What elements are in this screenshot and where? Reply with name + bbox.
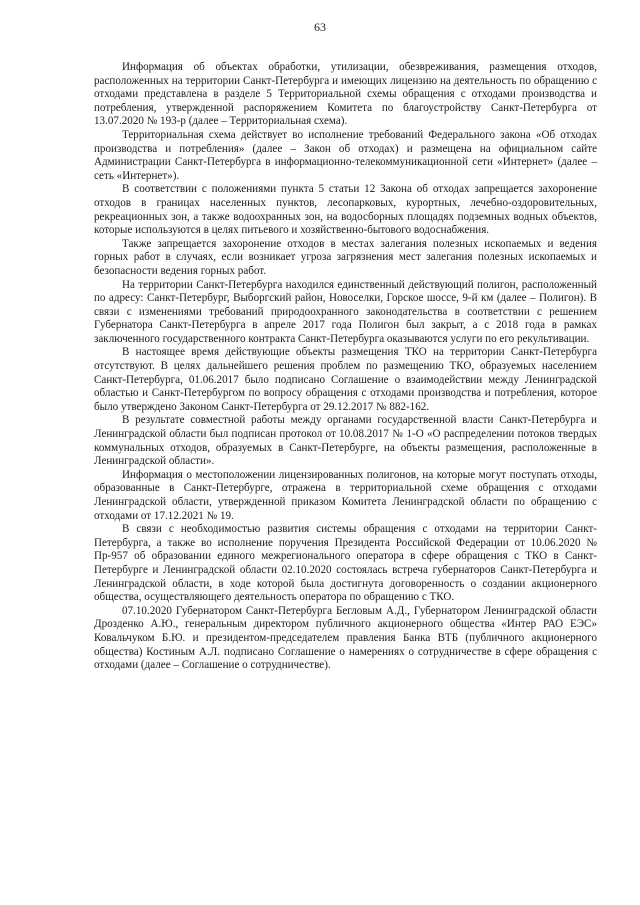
document-body [94, 61, 597, 673]
paragraph-9: В связи с необходимостью развития системы обращения с отходами на территории Санкт-Петербурга, а также во исполнение поручения Президента Российской Федерации от 10.06.2020 № Пр-957 об образовании единого межрегионального оператора в сфере обращения с ТКО в Санкт-Петербурге и Ленинградской области 02.10.2020 состоялась встреча губернаторов Санкт-Петербурга и Ленинградской области, в ходе которой была достигнута договоренность о создании акционерного общества, осуществляющего деятельность оператора по обращению с ТКО. [94, 523, 597, 604]
paragraph-8: Информация о местоположении лицензированных полигонов, на которые могут поступать отходы, образованные в Санкт-Петербурге, отражена в территориальной схеме обращения с отходами Ленинградской области, утвержденной приказом Комитета Ленинградской области по обращению с отходами от 17.12.2021 № 19. [94, 468, 597, 522]
paragraph-6: В настоящее время действующие объекты размещения ТКО на территории Санкт-Петербурга отсутствуют. В целях дальнейшего решения проблем по размещению ТКО, образуемых населением Санкт-Петербурга, 01.06.2017 было подписано Соглашение о взаимодействии между Ленинградской областью и Санкт-Петербургом по вопросу обращения с отходами производства и потребления, которое было утверждено Законом Санкт-Петербурга от 29.12.2017 № 882-162. [94, 346, 597, 413]
paragraph-4: Также запрещается захоронение отходов в местах залегания полезных ископаемых и ведения горных работ в случаях, если возникает угроза загрязнения мест залегания полезных ископаемых и безопасности ведения горных работ. [94, 237, 597, 277]
paragraph-10: 07.10.2020 Губернатором Санкт-Петербурга Бегловым А.Д., Губернатором Ленинградской области Дрозденко А.Ю., генеральным директором публичного акционерного общества «Интер РАО ЕЭС» Ковальчуком Б.Ю. и президентом-председателем правления Банка ВТБ (публичного акционерного общества) Костиным А.Л. подписано Соглашение о намерениях о сотрудничестве в сфере обращения с отходами (далее – Соглашение о сотрудничестве). [94, 604, 597, 672]
paragraph-5: На территории Санкт-Петербурга находился единственный действующий полигон, расположенный по адресу: Санкт-Петербург, Выборгский район, Новоселки, Горское шоссе, 9-й км (далее – Полигон). В связи с изменениями требований природоохранного законодательства в соответствии с решением Губернатора Санкт-Петербурга в апреле 2017 года Полигон был закрыт, а с 2018 года в рамках заключенного государственного контракта Санкт-Петербурга оказываются услуги по его рекультивации. [94, 278, 597, 345]
paragraph-7: В результате совместной работы между органами государственной власти Санкт-Петербурга и Ленинградской области был подписан протокол от 10.08.2017 № 1-О «О распределении потоков твердых коммунальных отходов, образуемых в Санкт-Петербурге, на объекты размещения, расположенные в Ленинградской области». [94, 414, 597, 468]
page-number: 63 [314, 20, 326, 34]
paragraph-3: В соответствии с положениями пункта 5 статьи 12 Закона об отходах запрещается захоронение отходов в границах населенных пунктов, лесопарковых, курортных, лечебно-оздоровительных, рекреационных зон, а также водоохранных зон, на водосборных площадях подземных водных объектов, которые используются в целях питьевого и хозяйственно-бытового водоснабжения. [94, 183, 597, 237]
paragraph-2: Территориальная схема действует во исполнение требований Федерального закона «Об отходах производства и потребления» (далее – Закон об отходах) и размещена на официальном сайте Администрации Санкт-Петербурга в информационно-телекоммуникационной сети «Интернет» (далее – сеть «Интернет»). [94, 128, 597, 182]
paragraph-1: Информация об объектах обработки, утилизации, обезвреживания, размещения отходов, расположенных на территории Санкт-Петербурга и имеющих лицензию на деятельность по обращению с отходами представлена в разделе 5 Территориальной схемы обращения с отходами производства и потребления, утвержденной распоряжением Комитета по благоустройству Санкт-Петербурга от 13.07.2020 № 193-р (далее – Территориальная схема). [94, 61, 597, 128]
